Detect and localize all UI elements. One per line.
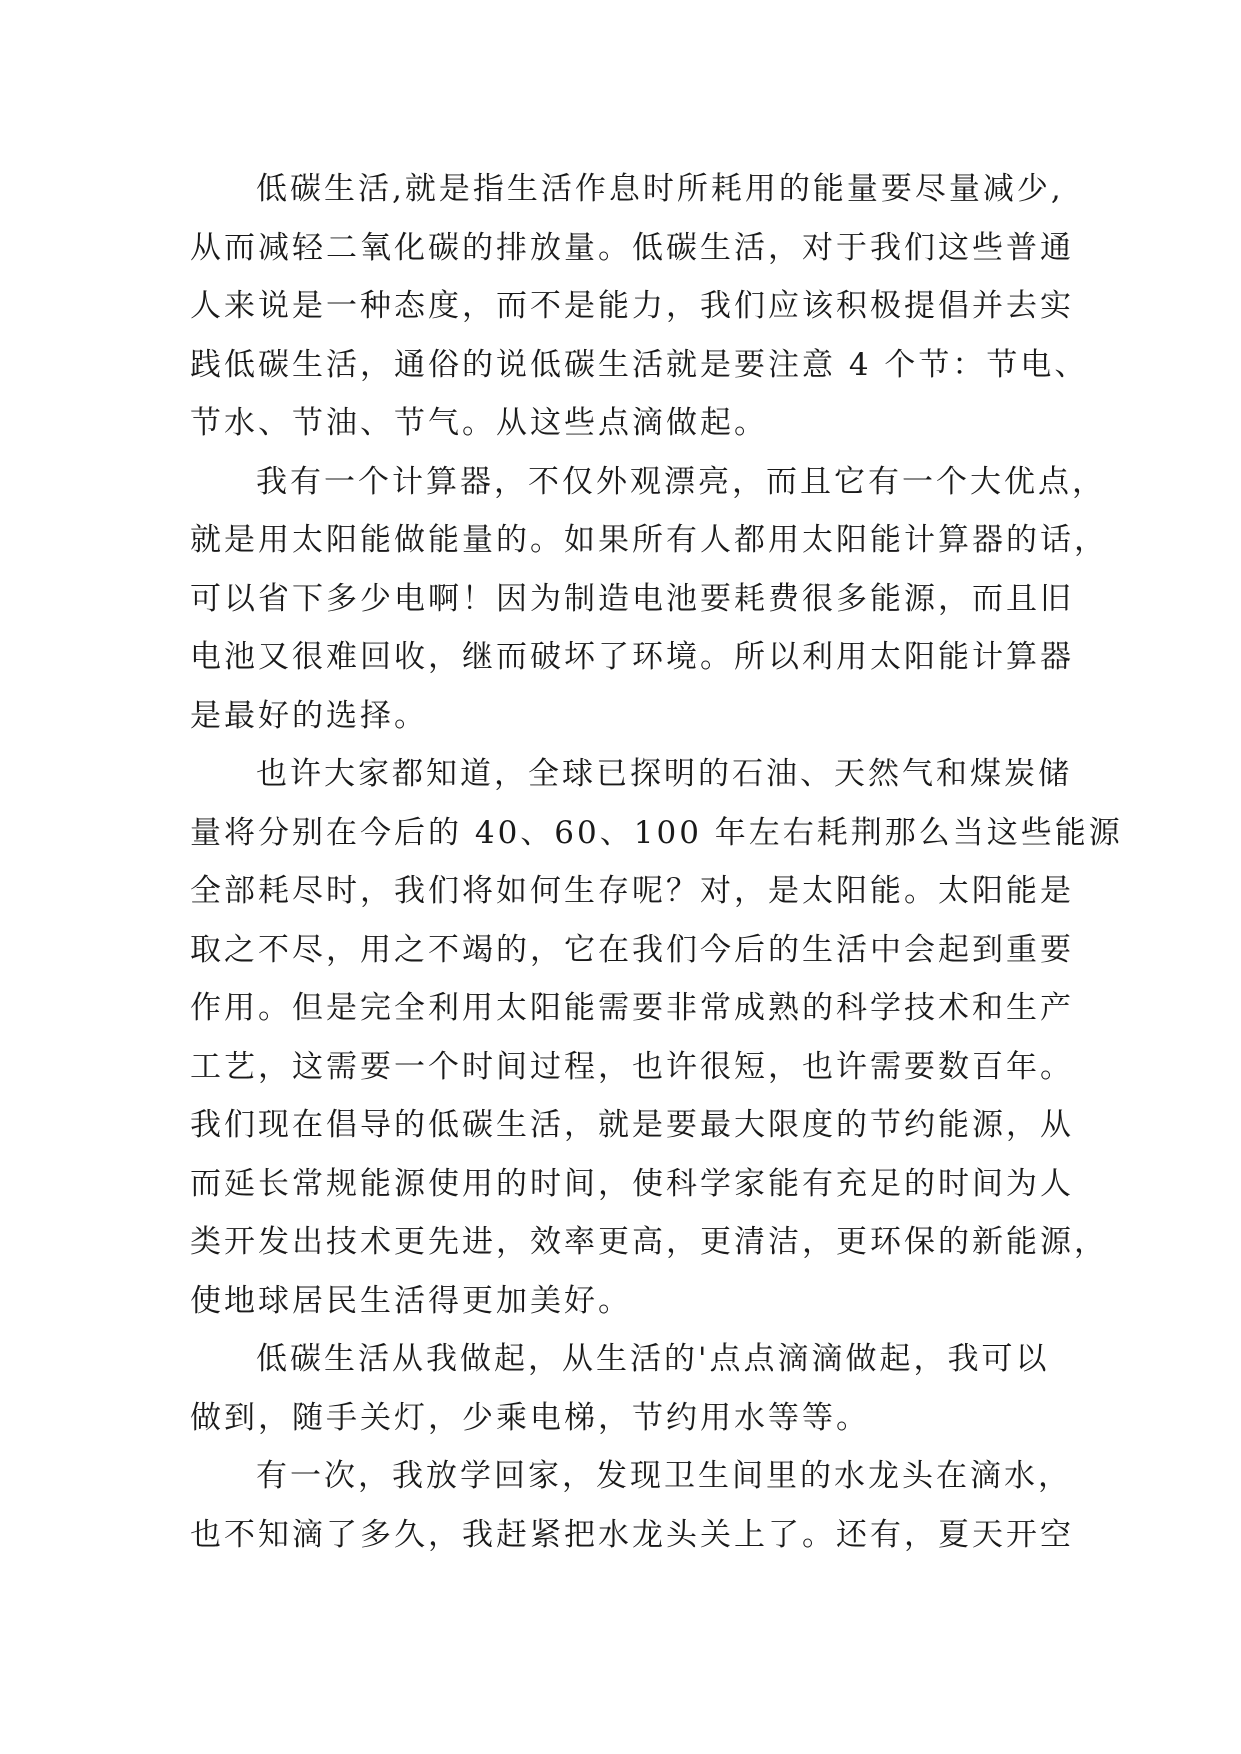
paragraph-5 [190,1447,1090,1564]
paragraph-line: 而延长常规能源使用的时间，使科学家能有充足的时间为人 [190,1165,1074,1202]
paragraph-line: 量将分别在今后的 40、60、100 年左右耗荆那么当这些能源 [190,814,1123,851]
paragraph-3 [190,745,1123,1330]
paragraph-line: 践低碳生活，通俗的说低碳生活就是要注意 4 个节：节电、 [190,346,1089,383]
paragraph-line: 全部耗尽时，我们将如何生存呢？对，是太阳能。太阳能是 [190,873,1074,909]
paragraph-1 [190,160,1090,453]
paragraph-line: 是最好的选择。 [190,697,428,734]
paragraph-line: 使地球居民生活得更加美好。 [190,1282,632,1319]
paragraph-line: 节水、节油、节气。从这些点滴做起。 [190,405,768,441]
paragraph-line: 低碳生活从我做起，从生活的'点点滴滴做起，我可以 [256,1341,1050,1377]
paragraph-line: 做到，随手关灯，少乘电梯，节约用水等等。 [190,1399,870,1436]
paragraph-line: 电池又很难回收，继而破坏了环境。所以利用太阳能计算器 [190,639,1074,675]
paragraph-line: 我有一个计算器，不仅外观漂亮，而且它有一个大优点， [256,463,1106,500]
paragraph-line: 作用。但是完全利用太阳能需要非常成熟的科学技术和生产 [190,990,1074,1026]
paragraph-4 [190,1330,1090,1447]
paragraph-line: 类开发出技术更先进，效率更高，更清洁，更环保的新能源， [190,1224,1108,1260]
paragraph-line: 也许大家都知道，全球已探明的石油、天然气和煤炭储 [256,756,1072,792]
paragraph-line: 可以省下多少电啊！因为制造电池要耗费很多能源，而且旧 [190,580,1074,617]
paragraph-line: 就是用太阳能做能量的。如果所有人都用太阳能计算器的话， [190,522,1108,558]
document-body [190,160,1123,1564]
paragraph-2 [190,453,1108,746]
paragraph-line: 低碳生活,就是指生活作息时所耗用的能量要尽量减少, [256,171,1064,207]
paragraph-line: 工艺，这需要一个时间过程，也许很短，也许需要数百年。 [190,1048,1074,1085]
paragraph-line: 我们现在倡导的低碳生活，就是要最大限度的节约能源，从 [190,1107,1074,1143]
paragraph-line: 有一次，我放学回家，发现卫生间里的水龙头在滴水， [256,1458,1072,1494]
paragraph-line: 取之不尽，用之不竭的，它在我们今后的生活中会起到重要 [190,931,1074,968]
paragraph-line: 人来说是一种态度，而不是能力，我们应该积极提倡并去实 [190,288,1074,324]
paragraph-line: 也不知滴了多久，我赶紧把水龙头关上了。还有，夏天开空 [190,1516,1074,1553]
paragraph-line: 从而减轻二氧化碳的排放量。低碳生活，对于我们这些普通 [190,229,1074,266]
